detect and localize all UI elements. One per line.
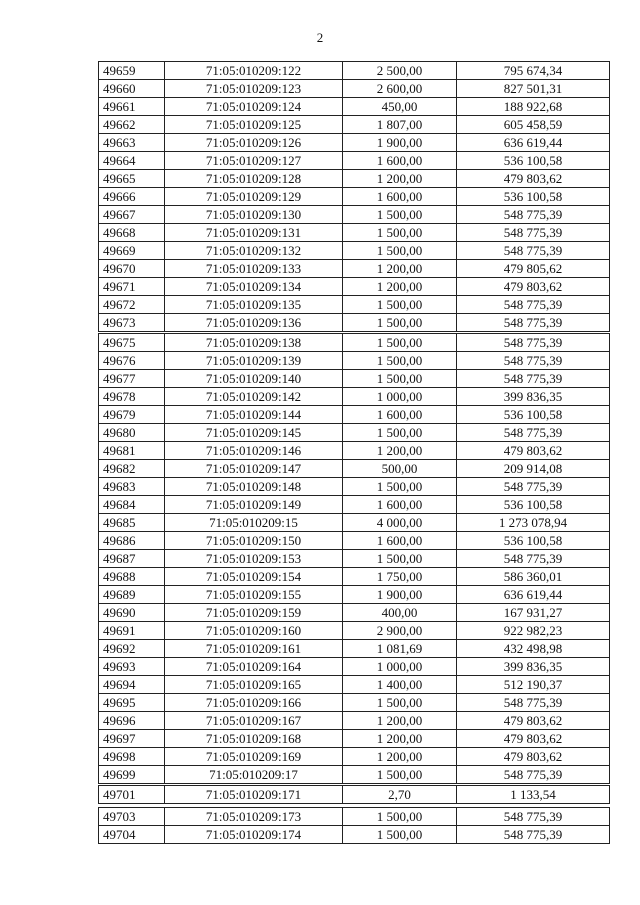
cadastral-number-cell: 71:05:010209:155 xyxy=(165,586,343,604)
cadastral-number-cell: 71:05:010209:131 xyxy=(165,224,343,242)
cadastral-number-cell: 71:05:010209:173 xyxy=(165,808,343,826)
table-row xyxy=(99,826,610,844)
table-row xyxy=(99,622,610,640)
record-number-cell: 49694 xyxy=(99,676,165,694)
area-cell: 1 200,00 xyxy=(343,170,457,188)
record-number-cell: 49665 xyxy=(99,170,165,188)
area-cell: 1 600,00 xyxy=(343,496,457,514)
cadastral-value-cell: 548 775,39 xyxy=(457,478,610,496)
area-cell: 1 500,00 xyxy=(343,314,457,332)
cadastral-value-cell: 548 775,39 xyxy=(457,370,610,388)
area-cell: 1 200,00 xyxy=(343,712,457,730)
area-cell: 1 600,00 xyxy=(343,188,457,206)
cadastral-value-cell: 548 775,39 xyxy=(457,694,610,712)
cadastral-number-cell: 71:05:010209:140 xyxy=(165,370,343,388)
record-number-cell: 49697 xyxy=(99,730,165,748)
cadastral-value-cell: 548 775,39 xyxy=(457,314,610,332)
table-row xyxy=(99,658,610,676)
cadastral-value-cell: 795 674,34 xyxy=(457,62,610,80)
record-number-cell: 49672 xyxy=(99,296,165,314)
area-cell: 1 500,00 xyxy=(343,694,457,712)
area-cell: 1 500,00 xyxy=(343,352,457,370)
area-cell: 1 200,00 xyxy=(343,278,457,296)
cadastral-value-cell: 512 190,37 xyxy=(457,676,610,694)
area-cell: 1 900,00 xyxy=(343,134,457,152)
cadastral-value-cell: 548 775,39 xyxy=(457,766,610,784)
cadastral-number-cell: 71:05:010209:164 xyxy=(165,658,343,676)
cadastral-number-cell: 71:05:010209:128 xyxy=(165,170,343,188)
cadastral-number-cell: 71:05:010209:161 xyxy=(165,640,343,658)
area-cell: 400,00 xyxy=(343,604,457,622)
cadastral-value-cell: 536 100,58 xyxy=(457,188,610,206)
cadastral-number-cell: 71:05:010209:142 xyxy=(165,388,343,406)
cadastral-number-cell: 71:05:010209:133 xyxy=(165,260,343,278)
cadastral-number-cell: 71:05:010209:15 xyxy=(165,514,343,532)
area-cell: 1 200,00 xyxy=(343,442,457,460)
record-number-cell: 49699 xyxy=(99,766,165,784)
cadastral-number-cell: 71:05:010209:159 xyxy=(165,604,343,622)
area-cell: 1 500,00 xyxy=(343,224,457,242)
cadastral-number-cell: 71:05:010209:139 xyxy=(165,352,343,370)
record-number-cell: 49687 xyxy=(99,550,165,568)
area-cell: 500,00 xyxy=(343,460,457,478)
table-row xyxy=(99,314,610,332)
cadastral-number-cell: 71:05:010209:147 xyxy=(165,460,343,478)
cadastral-value-cell: 479 803,62 xyxy=(457,730,610,748)
area-cell: 450,00 xyxy=(343,98,457,116)
table-row xyxy=(99,170,610,188)
cadastral-number-cell: 71:05:010209:124 xyxy=(165,98,343,116)
cadastral-value-cell: 922 982,23 xyxy=(457,622,610,640)
cadastral-number-cell: 71:05:010209:145 xyxy=(165,424,343,442)
parcel-table-block-4 xyxy=(98,807,610,844)
table-row xyxy=(99,388,610,406)
area-cell: 2 600,00 xyxy=(343,80,457,98)
parcel-table-block-2 xyxy=(98,333,610,784)
record-number-cell: 49693 xyxy=(99,658,165,676)
cadastral-number-cell: 71:05:010209:154 xyxy=(165,568,343,586)
record-number-cell: 49679 xyxy=(99,406,165,424)
cadastral-number-cell: 71:05:010209:136 xyxy=(165,314,343,332)
record-number-cell: 49692 xyxy=(99,640,165,658)
table-row xyxy=(99,568,610,586)
table-row xyxy=(99,206,610,224)
area-cell: 1 750,00 xyxy=(343,568,457,586)
cadastral-value-cell: 479 805,62 xyxy=(457,260,610,278)
area-cell: 1 600,00 xyxy=(343,152,457,170)
table-row xyxy=(99,98,610,116)
table-row xyxy=(99,442,610,460)
page-number: 2 xyxy=(316,30,324,45)
table-row xyxy=(99,496,610,514)
record-number-cell: 49667 xyxy=(99,206,165,224)
table-row xyxy=(99,640,610,658)
record-number-cell: 49690 xyxy=(99,604,165,622)
cadastral-value-cell: 548 775,39 xyxy=(457,242,610,260)
table-row xyxy=(99,786,610,804)
table-row xyxy=(99,242,610,260)
cadastral-number-cell: 71:05:010209:138 xyxy=(165,334,343,352)
cadastral-value-cell: 536 100,58 xyxy=(457,496,610,514)
table-row xyxy=(99,370,610,388)
cadastral-value-cell: 479 803,62 xyxy=(457,442,610,460)
table-row xyxy=(99,152,610,170)
area-cell: 1 200,00 xyxy=(343,748,457,766)
cadastral-value-cell: 827 501,31 xyxy=(457,80,610,98)
record-number-cell: 49668 xyxy=(99,224,165,242)
cadastral-value-cell: 586 360,01 xyxy=(457,568,610,586)
table-row xyxy=(99,352,610,370)
record-number-cell: 49683 xyxy=(99,478,165,496)
cadastral-number-cell: 71:05:010209:160 xyxy=(165,622,343,640)
cadastral-number-cell: 71:05:010209:149 xyxy=(165,496,343,514)
cadastral-value-cell: 479 803,62 xyxy=(457,170,610,188)
cadastral-value-cell: 636 619,44 xyxy=(457,134,610,152)
cadastral-value-cell: 548 775,39 xyxy=(457,334,610,352)
area-cell: 1 500,00 xyxy=(343,550,457,568)
cadastral-number-cell: 71:05:010209:169 xyxy=(165,748,343,766)
cadastral-number-cell: 71:05:010209:135 xyxy=(165,296,343,314)
table-row xyxy=(99,406,610,424)
table-row xyxy=(99,712,610,730)
record-number-cell: 49691 xyxy=(99,622,165,640)
cadastral-value-cell: 536 100,58 xyxy=(457,532,610,550)
area-cell: 1 500,00 xyxy=(343,206,457,224)
cadastral-number-cell: 71:05:010209:174 xyxy=(165,826,343,844)
cadastral-value-cell: 399 836,35 xyxy=(457,388,610,406)
cadastral-value-cell: 167 931,27 xyxy=(457,604,610,622)
cadastral-number-cell: 71:05:010209:166 xyxy=(165,694,343,712)
record-number-cell: 49669 xyxy=(99,242,165,260)
cadastral-value-cell: 636 619,44 xyxy=(457,586,610,604)
area-cell: 1 000,00 xyxy=(343,658,457,676)
record-number-cell: 49675 xyxy=(99,334,165,352)
cadastral-value-cell: 209 914,08 xyxy=(457,460,610,478)
cadastral-value-cell: 536 100,58 xyxy=(457,406,610,424)
table-row xyxy=(99,224,610,242)
record-number-cell: 49662 xyxy=(99,116,165,134)
record-number-cell: 49685 xyxy=(99,514,165,532)
cadastral-value-cell: 432 498,98 xyxy=(457,640,610,658)
table-row xyxy=(99,188,610,206)
area-cell: 1 500,00 xyxy=(343,808,457,826)
record-number-cell: 49659 xyxy=(99,62,165,80)
area-cell: 2 900,00 xyxy=(343,622,457,640)
record-number-cell: 49663 xyxy=(99,134,165,152)
table-row xyxy=(99,296,610,314)
cadastral-number-cell: 71:05:010209:150 xyxy=(165,532,343,550)
record-number-cell: 49684 xyxy=(99,496,165,514)
area-cell: 1 200,00 xyxy=(343,730,457,748)
table-row xyxy=(99,694,610,712)
record-number-cell: 49680 xyxy=(99,424,165,442)
cadastral-number-cell: 71:05:010209:171 xyxy=(165,786,343,804)
record-number-cell: 49676 xyxy=(99,352,165,370)
record-number-cell: 49689 xyxy=(99,586,165,604)
cadastral-number-cell: 71:05:010209:127 xyxy=(165,152,343,170)
record-number-cell: 49703 xyxy=(99,808,165,826)
record-number-cell: 49670 xyxy=(99,260,165,278)
cadastral-value-cell: 479 803,62 xyxy=(457,278,610,296)
cadastral-number-cell: 71:05:010209:153 xyxy=(165,550,343,568)
cadastral-value-cell: 548 775,39 xyxy=(457,808,610,826)
table-row xyxy=(99,808,610,826)
area-cell: 4 000,00 xyxy=(343,514,457,532)
table-row xyxy=(99,532,610,550)
parcel-table-block-3 xyxy=(98,785,610,804)
table-row xyxy=(99,278,610,296)
cadastral-number-cell: 71:05:010209:122 xyxy=(165,62,343,80)
cadastral-value-cell: 605 458,59 xyxy=(457,116,610,134)
record-number-cell: 49681 xyxy=(99,442,165,460)
area-cell: 1 500,00 xyxy=(343,370,457,388)
area-cell: 1 500,00 xyxy=(343,334,457,352)
area-cell: 2 500,00 xyxy=(343,62,457,80)
area-cell: 1 400,00 xyxy=(343,676,457,694)
record-number-cell: 49664 xyxy=(99,152,165,170)
cadastral-value-cell: 399 836,35 xyxy=(457,658,610,676)
table-row xyxy=(99,116,610,134)
cadastral-value-cell: 548 775,39 xyxy=(457,224,610,242)
area-cell: 1 600,00 xyxy=(343,406,457,424)
area-cell: 1 000,00 xyxy=(343,388,457,406)
cadastral-number-cell: 71:05:010209:134 xyxy=(165,278,343,296)
table-row xyxy=(99,460,610,478)
record-number-cell: 49673 xyxy=(99,314,165,332)
record-number-cell: 49671 xyxy=(99,278,165,296)
record-number-cell: 49682 xyxy=(99,460,165,478)
cadastral-value-cell: 1 273 078,94 xyxy=(457,514,610,532)
cadastral-value-cell: 548 775,39 xyxy=(457,550,610,568)
cadastral-number-cell: 71:05:010209:130 xyxy=(165,206,343,224)
record-number-cell: 49686 xyxy=(99,532,165,550)
table-row xyxy=(99,586,610,604)
table-row xyxy=(99,676,610,694)
table-row xyxy=(99,334,610,352)
area-cell: 1 600,00 xyxy=(343,532,457,550)
record-number-cell: 49678 xyxy=(99,388,165,406)
cadastral-number-cell: 71:05:010209:167 xyxy=(165,712,343,730)
cadastral-number-cell: 71:05:010209:132 xyxy=(165,242,343,260)
cadastral-number-cell: 71:05:010209:146 xyxy=(165,442,343,460)
record-number-cell: 49701 xyxy=(99,786,165,804)
table-row xyxy=(99,424,610,442)
table-row xyxy=(99,730,610,748)
cadastral-number-cell: 71:05:010209:123 xyxy=(165,80,343,98)
cadastral-value-cell: 188 922,68 xyxy=(457,98,610,116)
area-cell: 1 900,00 xyxy=(343,586,457,604)
table-row xyxy=(99,478,610,496)
area-cell: 2,70 xyxy=(343,786,457,804)
table-row xyxy=(99,514,610,532)
cadastral-value-cell: 479 803,62 xyxy=(457,748,610,766)
record-number-cell: 49698 xyxy=(99,748,165,766)
cadastral-value-cell: 548 775,39 xyxy=(457,296,610,314)
table-row xyxy=(99,260,610,278)
cadastral-value-cell: 548 775,39 xyxy=(457,352,610,370)
record-number-cell: 49677 xyxy=(99,370,165,388)
area-cell: 1 500,00 xyxy=(343,766,457,784)
record-number-cell: 49695 xyxy=(99,694,165,712)
table-row xyxy=(99,604,610,622)
cadastral-number-cell: 71:05:010209:129 xyxy=(165,188,343,206)
table-row xyxy=(99,550,610,568)
cadastral-number-cell: 71:05:010209:165 xyxy=(165,676,343,694)
area-cell: 1 807,00 xyxy=(343,116,457,134)
cadastral-value-cell: 548 775,39 xyxy=(457,206,610,224)
cadastral-number-cell: 71:05:010209:144 xyxy=(165,406,343,424)
area-cell: 1 500,00 xyxy=(343,242,457,260)
record-number-cell: 49661 xyxy=(99,98,165,116)
cadastral-value-cell: 548 775,39 xyxy=(457,424,610,442)
table-row xyxy=(99,748,610,766)
cadastral-value-cell: 536 100,58 xyxy=(457,152,610,170)
record-number-cell: 49704 xyxy=(99,826,165,844)
cadastral-value-cell: 479 803,62 xyxy=(457,712,610,730)
table-row xyxy=(99,62,610,80)
area-cell: 1 200,00 xyxy=(343,260,457,278)
table-row xyxy=(99,766,610,784)
table-row xyxy=(99,134,610,152)
cadastral-value-cell: 1 133,54 xyxy=(457,786,610,804)
table-row xyxy=(99,80,610,98)
area-cell: 1 500,00 xyxy=(343,478,457,496)
cadastral-number-cell: 71:05:010209:148 xyxy=(165,478,343,496)
area-cell: 1 500,00 xyxy=(343,424,457,442)
parcel-table-block-1 xyxy=(98,61,610,332)
record-number-cell: 49688 xyxy=(99,568,165,586)
cadastral-value-cell: 548 775,39 xyxy=(457,826,610,844)
cadastral-number-cell: 71:05:010209:168 xyxy=(165,730,343,748)
cadastral-number-cell: 71:05:010209:126 xyxy=(165,134,343,152)
cadastral-number-cell: 71:05:010209:125 xyxy=(165,116,343,134)
record-number-cell: 49660 xyxy=(99,80,165,98)
area-cell: 1 081,69 xyxy=(343,640,457,658)
area-cell: 1 500,00 xyxy=(343,296,457,314)
area-cell: 1 500,00 xyxy=(343,826,457,844)
record-number-cell: 49666 xyxy=(99,188,165,206)
record-number-cell: 49696 xyxy=(99,712,165,730)
cadastral-number-cell: 71:05:010209:17 xyxy=(165,766,343,784)
